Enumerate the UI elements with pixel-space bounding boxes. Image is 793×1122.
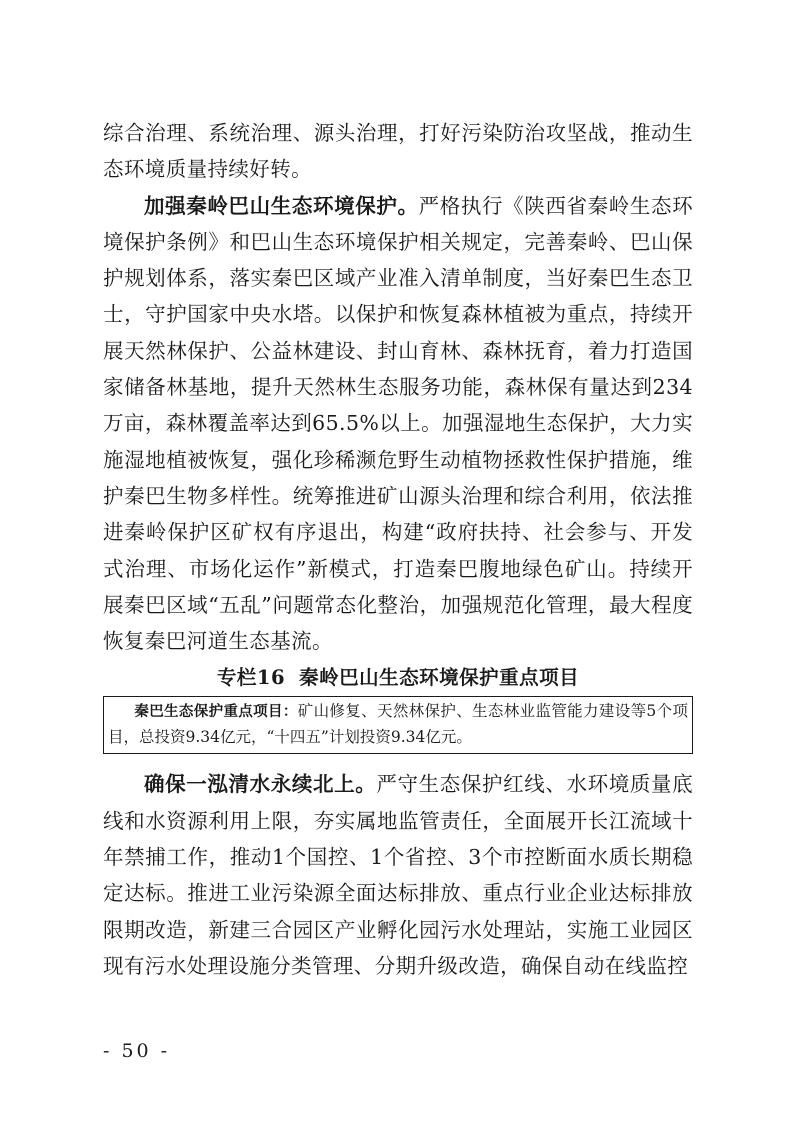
box-body-text: 矿山修复、天然林保护、生态林业监管能力建设等5个项目，总投资9.34亿元，“十四五”计划投资9.34亿元。 [108,702,688,747]
document-body [103,115,693,984]
highlight-box [103,696,693,754]
box-label: 专栏16 [216,666,286,690]
box-lead-heading: 秦巴生态保护重点项目： [134,704,298,721]
box-title-text: 秦岭巴山生态环境保护重点项目 [299,666,580,690]
paragraph-body-text: 严格执行《陕西省秦岭生态环境保护条例》和巴山生态环境保护相关规定，完善秦岭、巴山保护规划体系，落实秦巴区域产业准入清单制度，当好秦巴生态卫士，守护国家中央水塔。以保护和恢复森林植被为重点，持续开展天然林保护、公益林建设、封山育林、森林抚育，着力打造国家储备林基地，提升天然林生态服务功能，森林保有量达到234万亩，森林覆盖率达到65.5%以上。加强湿地生态保护，大力实施湿地植被恢复，强化珍稀濒危野生动植物拯救性保护措施，维护秦巴生物多样性。统筹推进矿山源头治理和综合利用，依法推进秦岭保护区矿权有序退出，构建“政府扶持、社会参与、开发式治理、市场化运作”新模式，打造秦巴腹地绿色矿山。持续开展秦巴区域“五乱”问题常态化整治，加强规范化管理，最大程度恢复秦巴河道生态基流。 [103,193,693,654]
paragraph-lead-heading: 确保一泓清水永续北上。 [144,772,377,797]
paragraph-qinling-protection [103,188,693,660]
page-number: - 50 - [103,1040,171,1062]
paragraph-body-text: 严守生态保护红线、水环境质量底线和水资源利用上限，夯实属地监管责任，全面展开长江流域十年禁捕工作，推动1个国控、1个省控、3个市控断面水质长期稳定达标。推进工业污染源全面达标排放、重点行业企业达标排放限期改造，新建三合园区产业孵化园污水处理站，实施工业园区现有污水处理设施分类管理、分期升级改造，确保自动在线监控 [103,772,694,978]
paragraph-clear-water [103,766,693,984]
paragraph-lead-heading: 加强秦岭巴山生态环境保护。 [144,193,419,218]
paragraph-continuation: 综合治理、系统治理、源头治理，打好污染防治攻坚战，推动生态环境质量持续好转。 [103,121,693,182]
box-title [103,661,693,695]
